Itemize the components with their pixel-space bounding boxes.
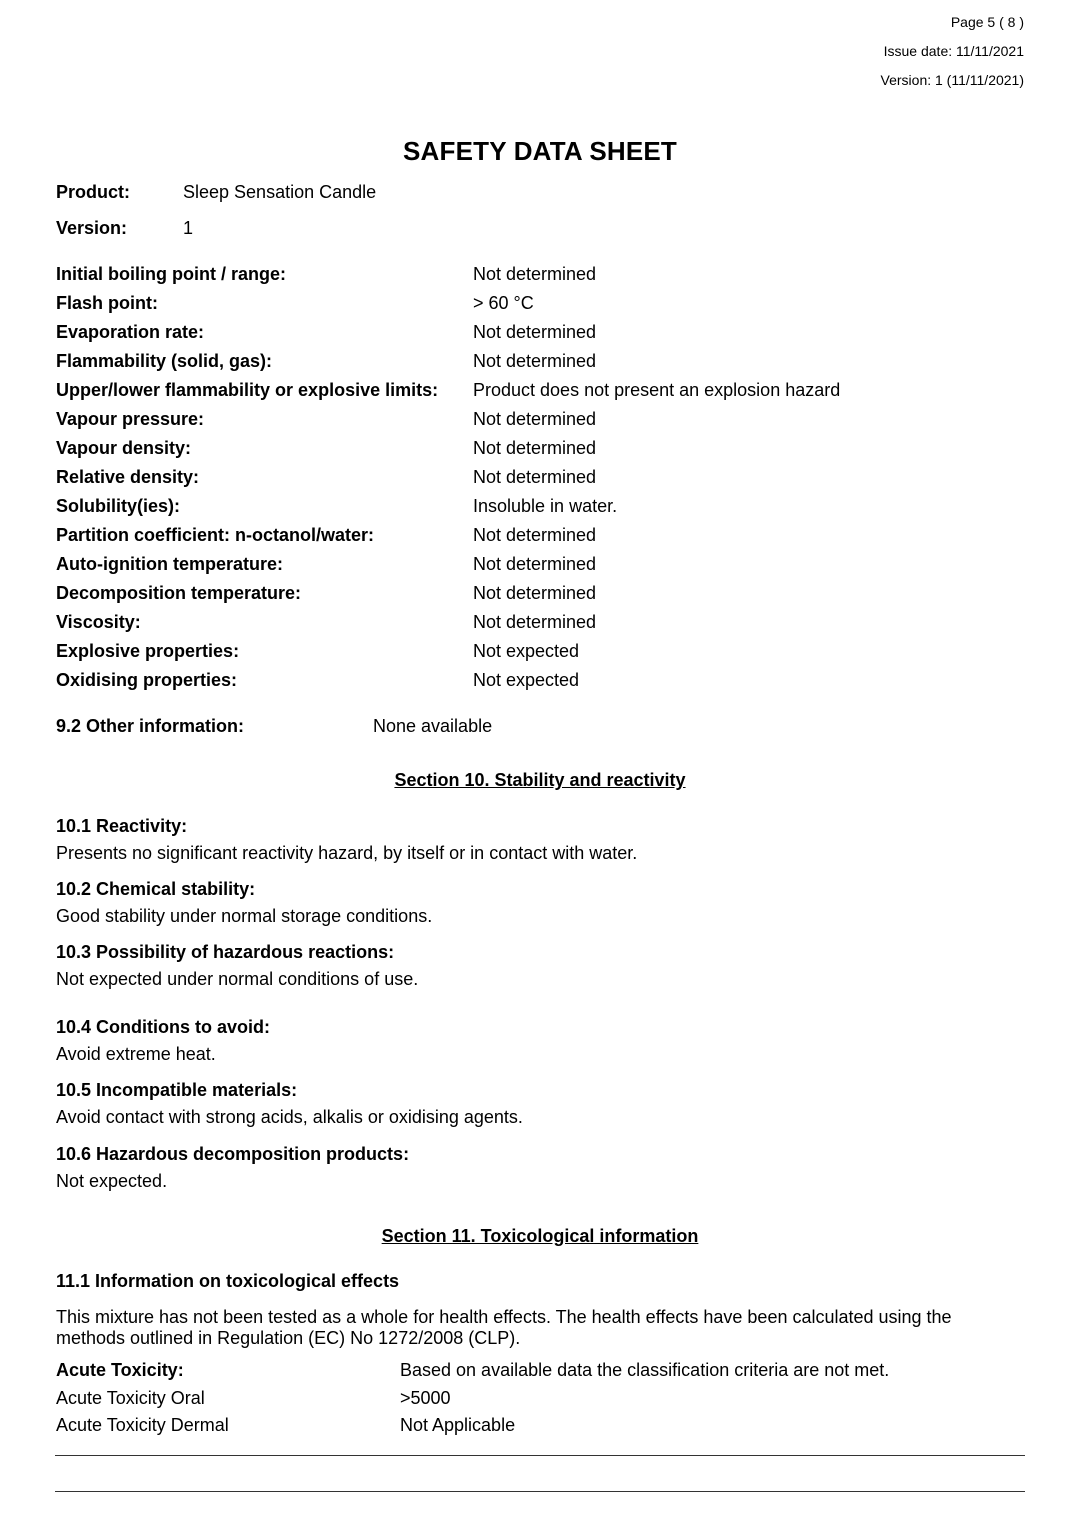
section-10-title: Section 10. Stability and reactivity [394, 770, 686, 790]
subsection-heading: 10.1 Reactivity: [56, 816, 188, 836]
document-title: SAFETY DATA SHEET [402, 136, 677, 166]
subsection-text: Good stability under normal storage conditions. [56, 906, 433, 926]
subsection-text: Not expected under normal conditions of use. [56, 969, 419, 989]
property-value: Not determined [473, 438, 597, 458]
version-label: Version: [56, 218, 128, 238]
subsection-heading: 11.1 Information on toxicological effects [56, 1271, 400, 1291]
property-value: Not determined [473, 612, 597, 632]
toxicology-paragraph: This mixture has not been tested as a whole for health effects. The health effects have been calculated using the methods outlined in Regulation (EC) No 1272/2008 (CLP). [56, 1307, 952, 1348]
property-value: Not determined [473, 351, 597, 371]
property-value: Not determined [473, 264, 597, 284]
property-label: Vapour density: [56, 438, 192, 458]
page-number: Page 5 ( 8 ) [950, 14, 1024, 30]
version-value: 1 [183, 218, 194, 238]
property-label: Viscosity: [56, 612, 141, 632]
property-value: Not determined [473, 467, 597, 487]
property-value: Not expected [473, 641, 580, 661]
property-label: Solubility(ies): [56, 496, 181, 516]
toxicity-row-label: Acute Toxicity Dermal [56, 1415, 229, 1435]
product-value: Sleep Sensation Candle [183, 182, 377, 202]
toxicity-row-value: >5000 [400, 1388, 451, 1408]
subsection-heading: 10.4 Conditions to avoid: [56, 1017, 271, 1037]
acute-toxicity-value: Based on available data the classification criteria are not met. [400, 1360, 890, 1380]
version-info: Version: 1 (11/11/2021) [880, 72, 1024, 88]
property-value: > 60 °C [473, 293, 534, 313]
property-value: Not determined [473, 525, 597, 545]
property-label: Flammability (solid, gas): [56, 351, 273, 371]
property-label: Decomposition temperature: [56, 583, 302, 603]
property-value: Not expected [473, 670, 580, 690]
property-label: Initial boiling point / range: [56, 264, 286, 284]
issue-date: Issue date: 11/11/2021 [883, 43, 1024, 59]
other-info-label: 9.2 Other information: [56, 716, 245, 736]
product-label: Product: [56, 182, 130, 202]
property-label: Upper/lower flammability or explosive limits: [56, 380, 439, 400]
property-value: Product does not present an explosion hazard [473, 380, 841, 400]
toxicity-row-value: Not Applicable [400, 1415, 516, 1435]
property-label: Evaporation rate: [56, 322, 205, 342]
property-value: Insoluble in water. [473, 496, 618, 516]
footer-divider [55, 1491, 1025, 1492]
subsection-heading: 10.5 Incompatible materials: [56, 1080, 298, 1100]
subsection-heading: 10.2 Chemical stability: [56, 879, 256, 899]
property-label: Partition coefficient: n-octanol/water: [56, 525, 375, 545]
section-11-title: Section 11. Toxicological information [381, 1226, 699, 1246]
toxicity-row-label: Acute Toxicity Oral [56, 1388, 205, 1408]
property-label: Relative density: [56, 467, 200, 487]
property-label: Flash point: [56, 293, 158, 313]
property-value: Not determined [473, 409, 597, 429]
footer-divider [55, 1455, 1025, 1456]
property-label: Auto-ignition temperature: [56, 554, 283, 574]
property-value: Not determined [473, 583, 597, 603]
property-value: Not determined [473, 554, 597, 574]
property-label: Oxidising properties: [56, 670, 238, 690]
other-info-value: None available [373, 716, 493, 736]
subsection-text: Presents no significant reactivity hazard, by itself or in contact with water. [56, 843, 638, 863]
acute-toxicity-label: Acute Toxicity: [56, 1360, 184, 1380]
subsection-text: Avoid extreme heat. [56, 1044, 216, 1064]
subsection-heading: 10.6 Hazardous decomposition products: [56, 1144, 410, 1164]
property-value: Not determined [473, 322, 597, 342]
property-label: Vapour pressure: [56, 409, 205, 429]
subsection-text: Not expected. [56, 1171, 168, 1191]
subsection-heading: 10.3 Possibility of hazardous reactions: [56, 942, 395, 962]
property-label: Explosive properties: [56, 641, 240, 661]
subsection-text: Avoid contact with strong acids, alkalis or oxidising agents. [56, 1107, 523, 1127]
